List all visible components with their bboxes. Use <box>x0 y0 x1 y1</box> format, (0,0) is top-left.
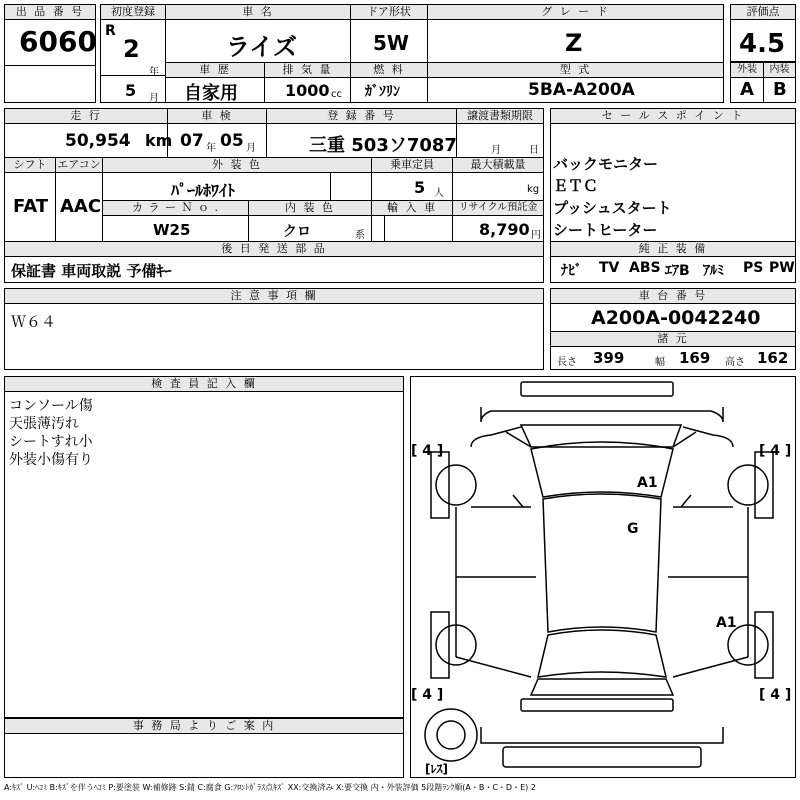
capacity-unit: 人 <box>434 188 444 199</box>
first-reg-label: 初度登録 <box>101 5 165 20</box>
registration-number: 三重 503ソ7087 <box>309 135 457 156</box>
capacity-box <box>371 157 453 201</box>
chassis-number: A200A-0042240 <box>591 307 761 329</box>
height: 162 <box>757 349 789 367</box>
length-label: 長さ <box>557 357 577 368</box>
height-label: 高さ <box>725 357 745 368</box>
sales-label: セ ー ル ス ポ イ ン ト <box>551 109 795 124</box>
chassis-label: 車 台 番 号 <box>551 289 795 304</box>
width-label: 幅 <box>655 357 665 368</box>
score-box <box>730 4 796 62</box>
year-unit: 年 <box>149 67 159 78</box>
damage-mark: A1 <box>716 615 737 631</box>
lot-blank <box>4 65 96 103</box>
color-label: 外 装 色 <box>103 158 371 173</box>
lot-number: 6060 <box>19 25 97 58</box>
inspection-month: 05 <box>220 131 244 151</box>
width: 169 <box>679 349 711 367</box>
mileage: 50,954 <box>65 131 131 151</box>
specs-label: 諸 元 <box>551 331 795 347</box>
displacement: 1000 <box>285 81 330 100</box>
inspector-note: 天張薄汚れ <box>9 416 79 432</box>
first-reg-box <box>100 4 166 103</box>
load-label: 最大積載量 <box>453 158 543 173</box>
inspection-box <box>167 108 267 158</box>
equip-item: ABS <box>629 260 661 276</box>
tire-rear-right: [ 4 ] <box>759 687 792 703</box>
score-label: 評価点 <box>731 5 795 20</box>
displacement-box <box>264 62 351 103</box>
shift-label: シフト <box>5 158 55 173</box>
door-label: ドア形状 <box>351 5 427 20</box>
int-grade: B <box>773 79 787 100</box>
length: 399 <box>593 349 625 367</box>
tire-front-left: [ 4 ] <box>411 443 444 459</box>
capacity-label: 乗車定員 <box>372 158 452 173</box>
first-reg-month: 5 <box>125 81 137 100</box>
equip-item: PW <box>769 260 795 276</box>
displacement-unit: cc <box>331 89 342 100</box>
inspection-year: 07 <box>180 131 204 151</box>
displacement-label: 排 気 量 <box>265 63 350 78</box>
import-box <box>371 200 453 242</box>
car-name-box <box>165 4 351 66</box>
chassis-box <box>550 288 796 370</box>
transfer-box <box>456 108 544 158</box>
sales-point: バックモニター <box>553 155 659 173</box>
ac-label: エアコン <box>57 158 101 171</box>
tire-front-right: [ 4 ] <box>759 443 792 459</box>
color-box <box>102 157 372 201</box>
notes-text: Ｗ６４ <box>11 313 57 331</box>
office-box <box>4 718 404 778</box>
equip-box <box>550 241 796 283</box>
int-color-box <box>248 200 372 242</box>
int-label: 内装 <box>764 63 795 78</box>
tire-rear-left: [ 4 ] <box>411 687 444 703</box>
inspector-label: 検 査 員 記 入 欄 <box>5 377 403 392</box>
car-name: ライズ <box>226 33 298 61</box>
ext-box <box>730 62 764 103</box>
equip-item: ｱﾙﾐ <box>703 263 724 279</box>
sales-point: ＥＴＣ <box>553 177 599 195</box>
color-no-box <box>102 200 249 242</box>
first-reg-year: 2 <box>123 35 140 63</box>
inspection-month-unit: 月 <box>246 143 256 154</box>
car-name-label: 車 名 <box>166 5 350 20</box>
ac-box <box>55 157 103 242</box>
shift: FAT <box>13 196 49 217</box>
equip-item: PS <box>743 260 764 276</box>
mileage-box <box>4 108 173 158</box>
import-label: 輸 入 車 <box>372 201 452 216</box>
inspector-note: 外装小傷有り <box>9 452 93 468</box>
fuel-box <box>350 62 428 103</box>
color-no-label: カ ラ ー Ｎ ｏ . <box>103 201 248 216</box>
mileage-unit: km <box>145 131 173 150</box>
model-label: 型 式 <box>428 63 723 78</box>
grade: Z <box>565 29 583 57</box>
score: 4.5 <box>739 29 786 59</box>
grade-box <box>427 4 724 66</box>
car-diagram-box <box>410 376 796 778</box>
ext-label: 外装 <box>731 63 763 78</box>
spare-tire-label: [ﾚｽ] <box>425 762 448 776</box>
sales-box <box>550 108 796 256</box>
transfer-day: 日 <box>529 145 539 156</box>
transfer-month: 月 <box>491 145 501 156</box>
color-number: W25 <box>153 221 191 239</box>
shift-box <box>4 157 56 242</box>
model-box <box>427 62 724 103</box>
interior-color: クロ <box>283 224 311 240</box>
lot-box <box>4 4 96 66</box>
delivery-parts: 保証書 車両取説 予備ｷｰ <box>11 262 172 280</box>
door-type: 5W <box>373 31 409 55</box>
recycle-label: リサイクル預託金 <box>453 201 543 216</box>
mileage-label: 走 行 <box>5 109 167 124</box>
equip-item: ﾅﾋﾞ <box>561 263 582 279</box>
history: 自家用 <box>184 83 238 104</box>
notes-box <box>4 288 544 370</box>
inspection-label: 車 検 <box>168 109 266 124</box>
inspection-year-unit: 年 <box>206 143 216 154</box>
model: 5BA-A200A <box>528 80 635 100</box>
door-box <box>350 4 428 66</box>
inspector-note: シートすれ小 <box>9 434 93 450</box>
month-unit: 月 <box>149 93 159 104</box>
reg-box <box>266 108 457 158</box>
transfer-label: 譲渡書類期限 <box>457 109 543 124</box>
recycle-box <box>452 200 544 242</box>
legend: A:ｷｽﾞ U:ﾍｺﾐ B:ｷｽﾞを伴うﾍｺﾐ P:要塗装 W:補修跡 S:錆 C:腐食 G:ﾌﾛﾝﾄｶﾞﾗｽ点ｷｽﾞ XX:交換済み X:要交換 内・外装評価 5段階ﾗﾝｸ順(A・B・C・D・E) 2 <box>4 783 536 792</box>
sales-point: シートヒーター <box>553 221 658 239</box>
recycle-unit: 円 <box>531 230 541 241</box>
capacity: 5 <box>414 178 426 197</box>
damage-mark: G <box>627 521 639 537</box>
car-diagram <box>411 377 795 777</box>
delivery-label: 後 日 発 送 部 品 <box>5 242 543 257</box>
equip-item: ｴｱB <box>665 263 690 279</box>
fuel-label: 燃 料 <box>351 63 427 78</box>
exterior-color: ﾊﾟｰﾙﾎﾜｲﾄ <box>171 181 236 200</box>
damage-mark: A1 <box>637 475 658 491</box>
interior-color-unit: 系 <box>355 230 365 241</box>
inspector-box <box>4 376 404 718</box>
int-color-label: 内 装 色 <box>249 201 371 216</box>
reg-label: 登 録 番 号 <box>267 109 456 124</box>
recycle-fee: 8,790 <box>479 220 530 239</box>
history-box <box>165 62 265 103</box>
notes-label: 注 意 事 項 欄 <box>5 289 543 304</box>
grade-label: グ レ ー ド <box>428 5 723 20</box>
history-label: 車 歴 <box>166 63 264 78</box>
ext-grade: A <box>740 79 754 100</box>
era: R <box>105 23 116 39</box>
inspector-note: コンソール傷 <box>9 398 93 414</box>
equip-label: 純 正 装 備 <box>551 242 795 257</box>
int-box <box>763 62 796 103</box>
lot-label: 出 品 番 号 <box>5 5 95 20</box>
equip-item: TV <box>599 260 620 276</box>
load-unit: kg <box>527 184 540 195</box>
fuel: ｶﾞｿﾘﾝ <box>365 84 400 100</box>
delivery-box <box>4 241 544 283</box>
sales-point: プッシュスタート <box>553 199 672 217</box>
ac: AAC <box>60 196 102 217</box>
office-label: 事 務 局 よ り ご 案 内 <box>5 719 403 734</box>
load-box <box>452 157 544 201</box>
